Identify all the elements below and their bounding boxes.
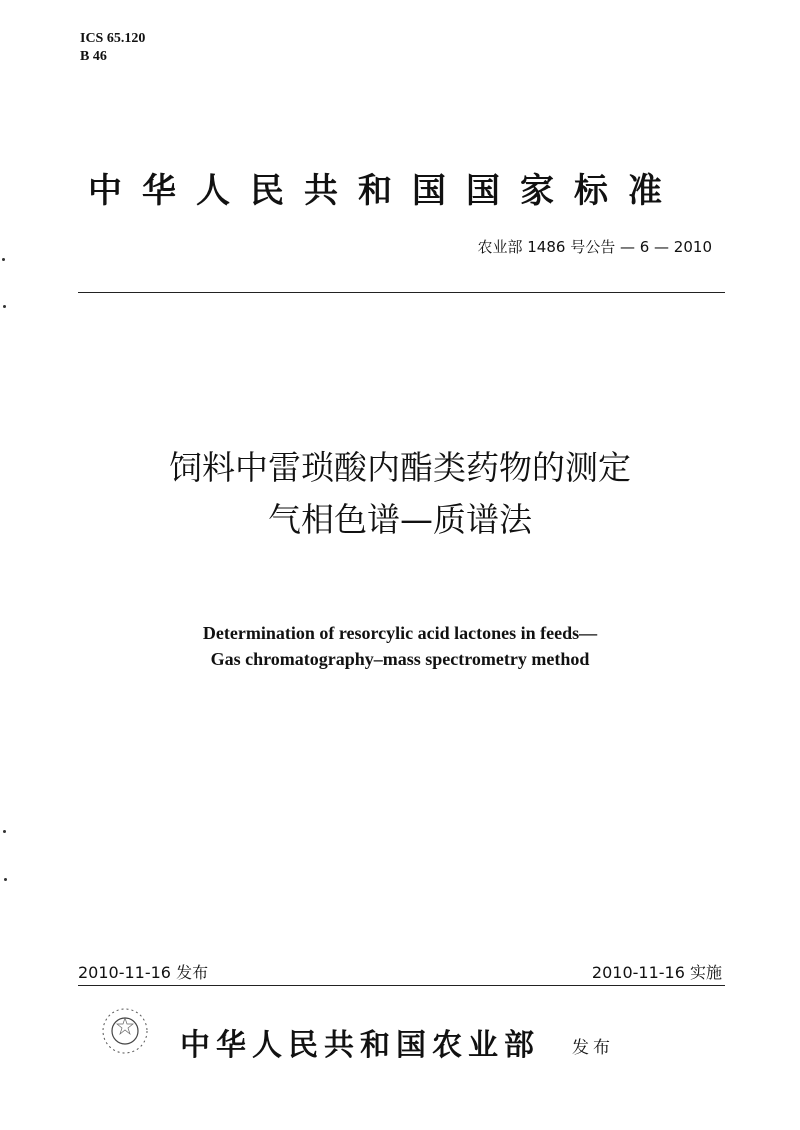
issue-date: 2010-11-16 发布: [78, 963, 209, 982]
issue-label: 发布: [572, 1038, 614, 1058]
ministry-seal-icon: [98, 1004, 152, 1058]
classification-codes: [80, 30, 145, 66]
standard-number: 农业部 1486 号公告 — 6 — 2010: [477, 238, 712, 256]
margin-mark: [2, 258, 5, 261]
national-standard-title: 中华人民共和国国家标准: [88, 171, 682, 211]
issuing-authority: 中华人民共和国农业部: [180, 1028, 540, 1063]
bottom-divider: [78, 985, 725, 986]
margin-mark: [3, 305, 6, 308]
chinese-title-line-1: 饲料中雷琐酸内酯类药物的测定: [169, 448, 631, 487]
english-title-line-2: Gas chromatography–mass spectrometry method: [210, 649, 590, 669]
margin-mark: [4, 878, 7, 881]
top-divider: [78, 292, 725, 293]
english-title-line-1: Determination of resorcylic acid lactones in feeds—: [202, 623, 598, 643]
margin-mark: [3, 830, 6, 833]
ccs-code: B 46: [80, 49, 107, 64]
implementation-date: 2010-11-16 实施: [591, 963, 722, 982]
chinese-title-line-2: 气相色谱—质谱法: [268, 500, 532, 539]
ics-code: ICS 65.120: [80, 31, 146, 46]
